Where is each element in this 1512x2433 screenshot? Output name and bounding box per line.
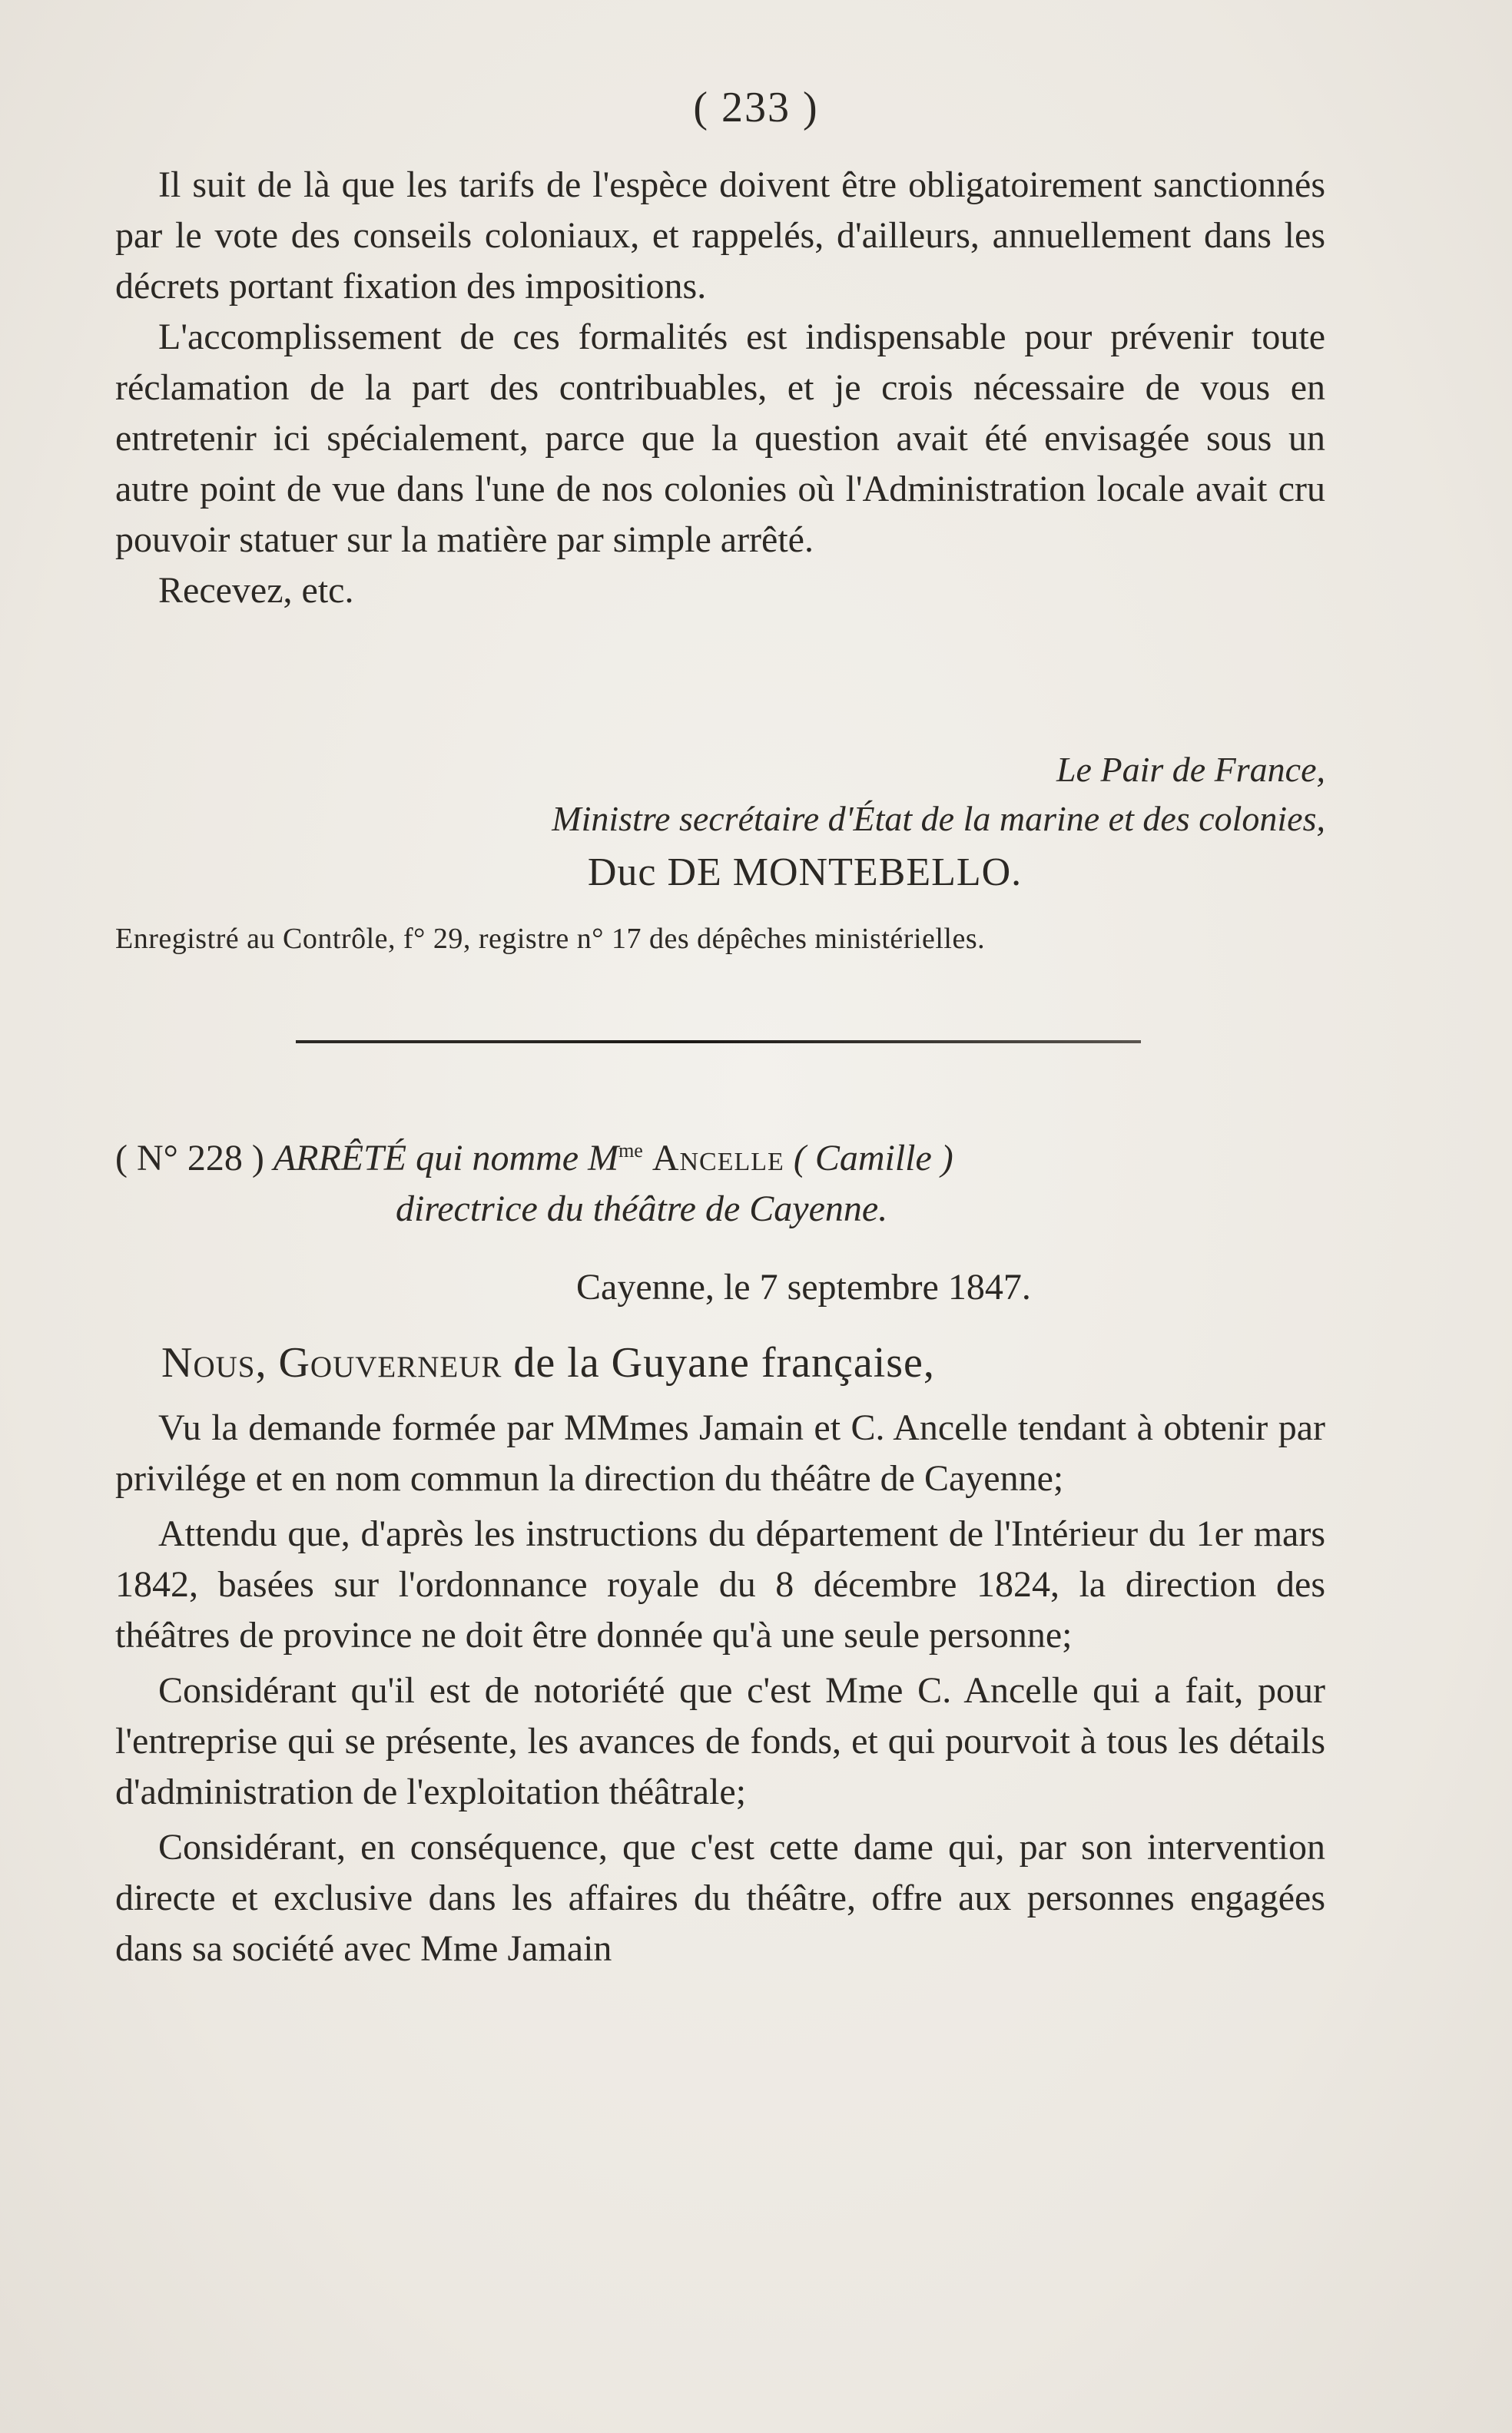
paragraph: L'accomplissement de ces formalités est indispensable pour prévenir toute réclamation de la part des contribuables, et je crois nécessaire de vous en entretenir ici spécialement, parce que la question avait été envisagée sous un autre point de vue dans l'une de nos colonies où l'Administration locale avait cru pouvoir statuer sur la matière par simple arrêté. — [115, 317, 1325, 560]
paragraph: Considérant, en conséquence, que c'est cette dame qui, par son intervention directe et exclusive dans les affaires du théâtre, offre aux personnes engagées dans sa société avec Mme Jamain — [115, 1827, 1325, 1969]
section-divider — [296, 1040, 1141, 1043]
arrete-subtitle: directrice du théâtre de Cayenne. — [396, 1188, 888, 1229]
arrete-number: ( N° 228 ) — [115, 1138, 264, 1178]
arrete-given-name: ( Camille ) — [793, 1138, 953, 1178]
intro-text — [115, 160, 1325, 616]
closing-formula: Recevez, etc. — [158, 570, 354, 611]
arrete-title-sup: me — [618, 1139, 643, 1162]
place-date: Cayenne, le 7 septembre 1847. — [576, 1267, 1031, 1308]
body-text — [115, 1403, 1325, 1979]
paragraph: Attendu que, d'après les instructions du département de l'Intérieur du 1er mars 1842, basées sur l'ordonnance royale du 8 décembre 1824, la direction des théâtres de province ne doit être donnée qu'à une seule personne; — [115, 1513, 1325, 1656]
gouverneur-word: Gouverneur — [278, 1339, 502, 1387]
page-number: ( 233 ) — [693, 84, 819, 131]
nous-rest: de la Guyane française, — [513, 1339, 935, 1387]
signature-name: Duc DE MONTEBELLO. — [587, 850, 1023, 894]
arrete-title: ARRÊTÉ qui nomme M — [273, 1138, 619, 1178]
arrete-heading — [115, 1125, 1325, 1235]
paragraph: Vu la demande formée par MMmes Jamain et C. Ancelle tendant à obtenir par privilége et en nom commun la direction du théâtre de Cayenne; — [115, 1407, 1325, 1499]
paragraph: Il suit de là que les tarifs de l'espèce doivent être obligatoirement sanctionnés par le vote des conseils coloniaux, et rappelés, d'ailleurs, annuellement dans les décrets portant fixation des impositions. — [115, 164, 1325, 307]
nous-line — [161, 1338, 1314, 1387]
signature-title-1: Le Pair de France, — [1056, 750, 1325, 789]
registration-note: Enregistré au Contrôle, f° 29, registre n° 17 des dépêches ministérielles. — [115, 923, 986, 955]
arrete-name: Ancelle — [652, 1138, 784, 1178]
signature-title-2: Ministre secrétaire d'État de la marine et des colonies, — [552, 799, 1325, 838]
paragraph: Considérant qu'il est de notoriété que c'est Mme C. Ancelle qui a fait, pour l'entreprise qui se présente, les avances de fonds, et qui pourvoit à tous les détails d'administration de l'exploitation théâtrale; — [115, 1670, 1325, 1812]
nous-word: Nous, — [161, 1339, 267, 1387]
